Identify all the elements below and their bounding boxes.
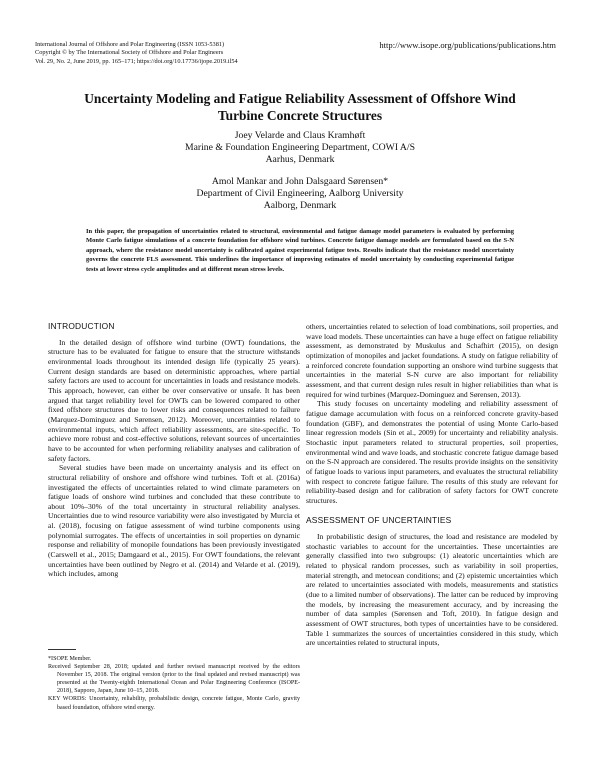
footnote-member: *ISOPE Member. <box>48 656 92 662</box>
author-location: Aarhus, Denmark <box>265 154 335 165</box>
author-group-1 <box>100 130 500 166</box>
intro-paragraph-1: In the detailed design of offshore wind turbine (OWT) foundations, the structure has to be evaluated for fatigue to ensure that the structure withstands environmental loads throughout its intended design life (typically 25 years). Current design standards are based on deterministic approaches, where partial safety factors are used to account for uncertainties in loads and resistance models. This approach, however, can either be over conservative or unsafe. It has been argued that target reliability level for OWTs can be lowered compared to other fixed offshore structures due to lower risks and consequences related to failure (Marquez-Dominguez and Sørensen, 2012). Moreover, uncertainties related to environmental inputs, which affect reliability assessments, are site-specific. To achieve more robust and cost-effective solutions, relevant sources of uncertainties have to be accounted for when performing reliability analyses and calibration of safety factors. <box>48 337 300 463</box>
journal-header <box>35 41 365 66</box>
intro-paragraph-3: others, uncertainties related to selection of load combinations, soil properties, and wave load models. These uncertainties can have a huge effect on fatigue reliability assessment, as demonstrated by Muskulus and Schafhirt (2015), on design optimization of monopiles and jacket foundations. A study on fatigue reliability of a reinforced concrete foundation supporting an onshore wind turbine suggests that uncertainties in the material S-N curve are also important for reliability assessment, and that current design rules result in higher reliabilities than what is required for wind turbines (Marquez-Dominguez and Sørensen, 2013). <box>306 322 558 399</box>
author-names: Joey Velarde and Claus Kramhøft <box>234 130 366 141</box>
footnote-divider <box>48 649 76 650</box>
abstract: In this paper, the propagation of uncertainties related to structural, environmental and fatigue damage model parameters is evaluated by performing Monte Carlo fatigue simulations of a concrete foundation for offshore wind turbines. Concrete fatigue damage models are formulated based on the S-N approach, where the resistance model uncertainty is calibrated against experimental fatigue tests. Results indicate that the resistance model uncertainty governs the concrete FLS assessment. This underlines the importance of improving estimates of model uncertainty by conducting experimental fatigue tests at lower stress cycle amplitudes and at different mean stress levels. <box>86 228 514 273</box>
author-location: Aalborg, Denmark <box>263 200 337 211</box>
assessment-paragraph-1: In probabilistic design of structures, the load and resistance are modeled by stochastic variables to account for the uncertainties. These uncertainties are generally classified into two subgroups: (1) aleatoric uncertainties which are related to physical random processes, such as variability in soil properties, material strength, and metocean conditions; and (2) epistemic uncertainties which are related to uncertainties associated with models, measurements and statistics (due to a limited number of observations). The latter can be reduced by improving the models, by increasing the measurement accuracy, and by increasing the number of data samples (Sørensen and Toft, 2010). In fatigue design and assessment of OWT structures, both types of uncertainties have to be considered. Table 1 summarizes the sources of uncertainties considered in this study, which are uncertainties related to structural inputs, <box>306 532 558 648</box>
author-affiliation: Department of Civil Engineering, Aalborg University <box>196 188 404 199</box>
journal-url[interactable]: http://www.isope.org/publications/publications.htm <box>379 40 556 50</box>
journal-volume: Vol. 29, No. 2, June 2019, pp. 165–171; https://doi.org/10.17736/ijope.2019.il54 <box>35 57 238 65</box>
journal-name: International Journal of Offshore and Polar Engineering (ISSN 1053-5381) <box>35 41 225 48</box>
left-column <box>48 322 300 579</box>
intro-paragraph-4: This study focuses on uncertainty modeling and reliability assessment of fatigue damage accumulation with focus on a reinforced concrete gravity-based foundation (GBF), and demonstrates the potential of using Monte Carlo-based linear regression models (Sin et al., 2009) for uncertainty and reliability analysis. Stochastic input parameters related to structural properties, soil properties, environmental wind and wave loads, and stochastic concrete fatigue damage based on the S-N approach are considered. The results provide insights on the sensitivity of fatigue loads to various input parameters, and evaluates the structural reliability with respect to concrete fatigue failure. The results of this study are relevant for reliability-based design and for calibration of safety factors for OWT concrete structures. <box>306 399 558 505</box>
author-group-2 <box>100 176 500 212</box>
footnote-received: Received September 28, 2018; updated and further revised manuscript received by the editors November 15, 2018. The original version (prior to the final updated and revised manuscript) was presented at the Twenty-eighth International Ocean and Polar Engineering Conference (ISOPE-2018), Sapporo, Japan, June 10–15, 2018. <box>48 664 300 695</box>
author-affiliation: Marine & Foundation Engineering Department, COWI A/S <box>184 142 416 153</box>
author-names: Amol Mankar and John Dalsgaard Sørensen* <box>211 176 389 187</box>
footnote-keywords: KEY WORDS: Uncertainty, reliability, probabilistic design, concrete fatigue, Monte Carlo, gravity based foundation, offshore wind energy. <box>48 696 300 711</box>
right-column <box>306 322 558 648</box>
footnotes <box>48 655 300 712</box>
journal-copyright: Copyright © by The International Society of Offshore and Polar Engineers <box>35 49 224 57</box>
section-heading-introduction: INTRODUCTION <box>48 321 115 331</box>
intro-paragraph-2: Several studies have been made on uncertainty analysis and its effect on structural reliability of onshore and offshore wind turbines. Toft et al. (2016a) investigated the effects of uncertainties related to wind climate parameters on fatigue loads of onshore wind turbines and concluded that these contribute to about 10%–30% of the total uncertainty in structural reliability analyses. Uncertainties due to wind resource variability were also investigated by Murcia et al. (2018), focusing on fatigue assessment of wind turbine components using polynomial surrogates. The effects of uncertainties in soil properties on dynamic response and reliability of monopile foundations has been previously investigated (Carswell et al., 2015; Damgaard et al., 2015). For OWT foundations, the relevant uncertainties have been outlined by Negro et al. (2014) and Velarde et al. (2019), which includes, among <box>48 463 300 579</box>
paper-title: Uncertainty Modeling and Fatigue Reliability Assessment of Offshore Wind Turbine Concrete Structures <box>84 91 516 123</box>
section-heading-assessment: ASSESSMENT OF UNCERTAINTIES <box>306 515 452 526</box>
